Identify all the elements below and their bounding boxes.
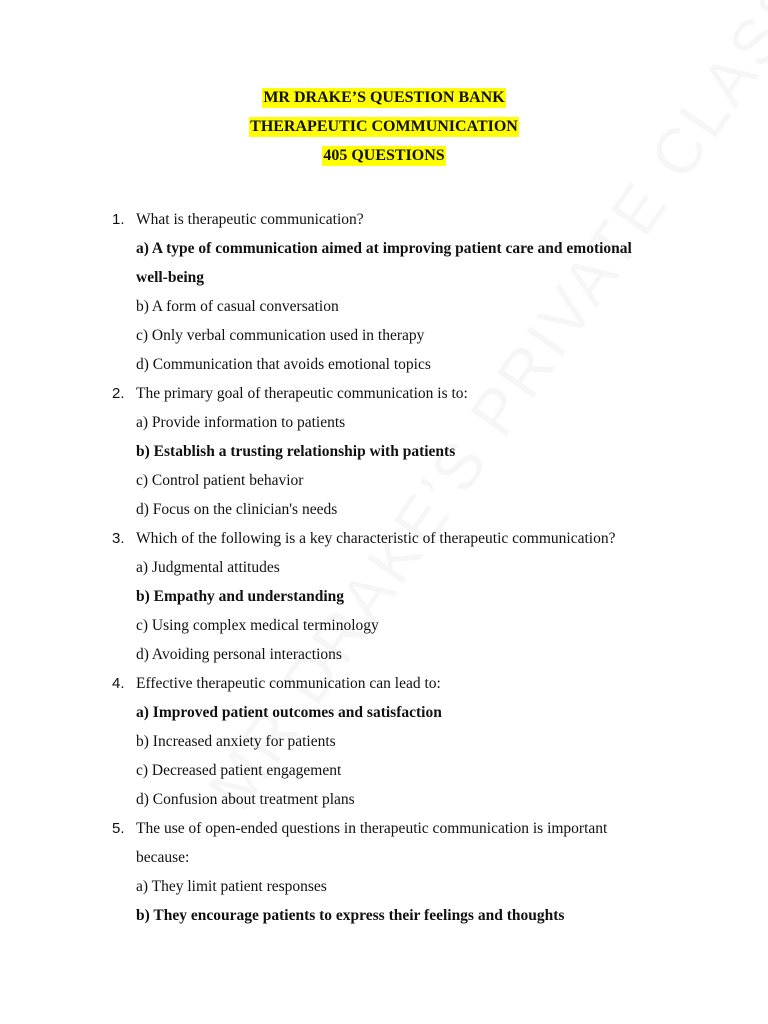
answer-option-correct: b) They encourage patients to express their feelings and thoughts (136, 907, 565, 924)
answer-option: a) Judgmental attitudes (136, 559, 280, 576)
question-number: 4. (112, 675, 125, 692)
question-number: 5. (112, 820, 125, 837)
question-2 (0, 379, 768, 524)
question-number: 2. (112, 385, 125, 402)
question-text: Effective therapeutic communication can lead to: (136, 675, 441, 692)
title-line-3: 405 QUESTIONS (323, 147, 445, 164)
answer-option-correct: b) Establish a trusting relationship with patients (136, 443, 456, 460)
answer-option: b) Increased anxiety for patients (136, 733, 336, 750)
answer-option-correct: a) A type of communication aimed at improving patient care and emotional (136, 240, 632, 257)
answer-option: d) Communication that avoids emotional topics (136, 356, 431, 373)
question-text: What is therapeutic communication? (136, 211, 364, 228)
question-text: The primary goal of therapeutic communication is to: (136, 385, 468, 402)
answer-option: c) Decreased patient engagement (136, 762, 342, 779)
answer-option: c) Using complex medical terminology (136, 617, 379, 634)
title-block (0, 88, 768, 175)
question-text: Which of the following is a key characteristic of therapeutic communication? (136, 530, 616, 547)
question-4 (0, 669, 768, 814)
answer-option: a) Provide information to patients (136, 414, 346, 431)
answer-option: c) Control patient behavior (136, 472, 304, 489)
answer-option-correct: a) Improved patient outcomes and satisfaction (136, 704, 442, 721)
question-number: 3. (112, 530, 125, 547)
question-list (0, 205, 768, 930)
question-text: The use of open-ended questions in therapeutic communication is important (136, 820, 608, 837)
question-number: 1. (112, 211, 125, 228)
answer-option: c) Only verbal communication used in therapy (136, 327, 425, 344)
answer-option: a) They limit patient responses (136, 878, 327, 895)
title-line-2: THERAPEUTIC COMMUNICATION (250, 118, 518, 135)
answer-option-correct: b) Empathy and understanding (136, 588, 345, 605)
title-line-1: MR DRAKE’S QUESTION BANK (263, 89, 505, 106)
answer-option-correct: well-being (136, 269, 205, 286)
answer-option: d) Avoiding personal interactions (136, 646, 342, 663)
answer-option: b) A form of casual conversation (136, 298, 339, 315)
question-1 (0, 205, 768, 379)
answer-option: d) Focus on the clinician's needs (136, 501, 338, 518)
question-text: because: (136, 849, 190, 866)
question-3 (0, 524, 768, 669)
answer-option: d) Confusion about treatment plans (136, 791, 355, 808)
question-5 (0, 814, 768, 930)
